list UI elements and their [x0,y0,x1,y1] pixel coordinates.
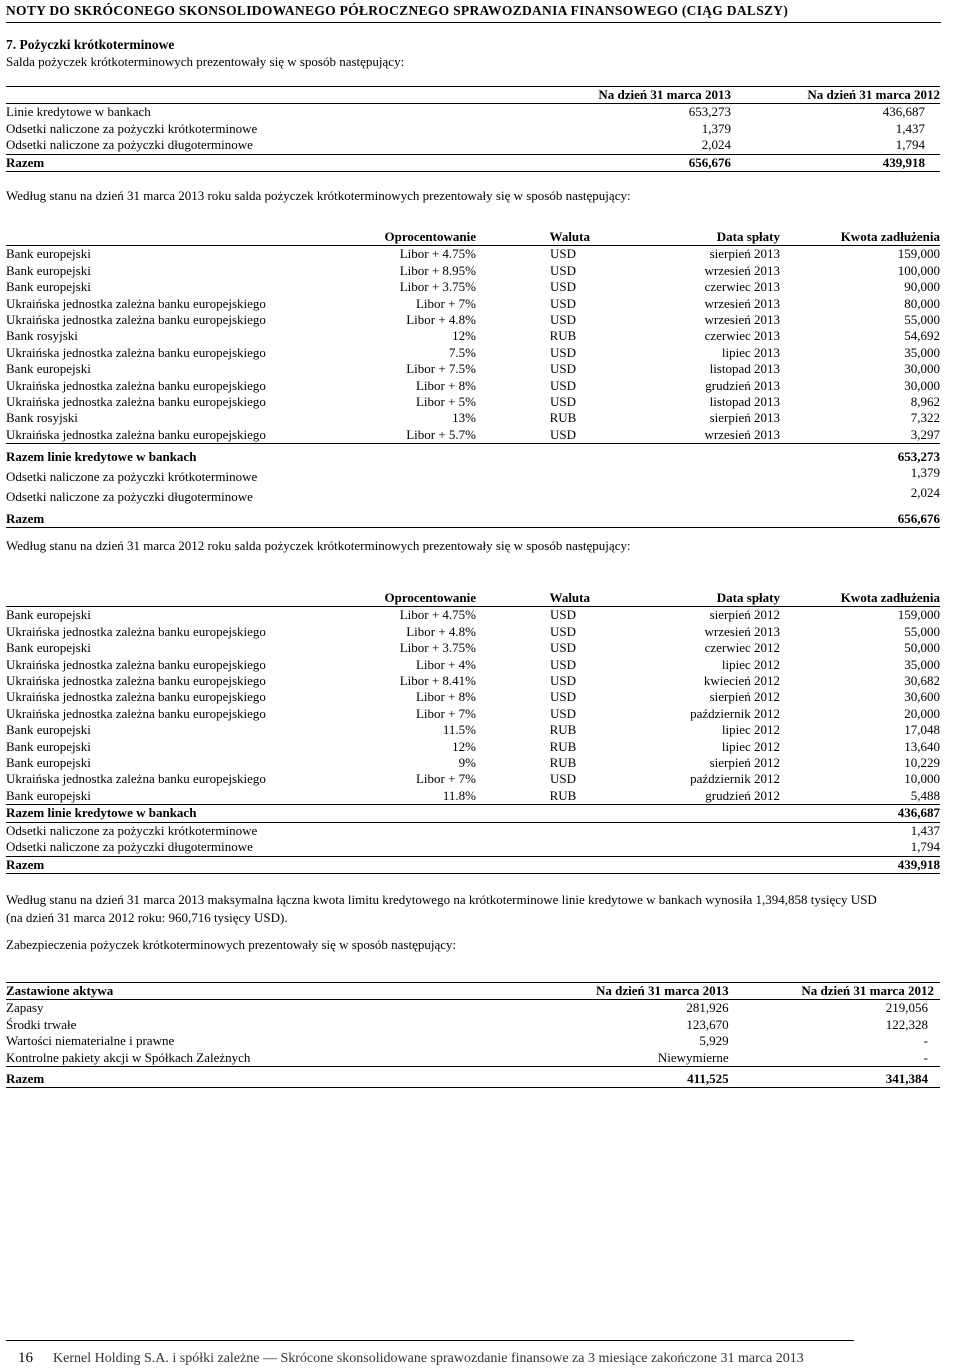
cell-amount: 8,962 [910,394,940,410]
cell-due-date: grudzień 2012 [590,788,780,805]
total-value: 656,676 [780,505,940,528]
total-value: 341,384 [729,1067,940,1088]
total-row [6,505,940,528]
cell-interest: Libor + 5.7% [306,427,476,444]
table-row [6,246,940,263]
loans-2012-table [6,590,940,874]
row-label: Odsetki naliczone za pożyczki długoterminowe [6,488,253,504]
header-2012: Na dzień 31 marca 2012 [729,983,940,1000]
subtotal-label: Razem linie kredytowe w bankach [6,805,780,822]
total-label: Razem [6,856,780,873]
table-row [6,607,940,624]
header-assets: Zastawione aktywa [6,983,519,1000]
cell-currency: RUB [549,755,577,771]
section-title: 7. Pożyczki krótkoterminowe [6,37,175,52]
table-row [6,394,940,410]
cell-interest: Libor + 4% [415,656,476,672]
cell-lender: Ukraińska jednostka zależna banku europejskiego [6,673,266,689]
cell-lender: Ukraińska jednostka zależna banku europejskiego [6,623,266,639]
cell-lender: Bank europejski [6,607,91,623]
cell-due-date: listopad 2013 [709,361,780,377]
cell-amount: 55,000 [904,312,940,328]
cell-currency: RUB [549,722,577,738]
cell-due-date: czerwiec 2013 [704,279,780,295]
cell-amount: 30,000 [904,377,940,393]
cell-value-2012: - [729,1050,940,1067]
header-amount: Kwota zadłużenia [780,229,940,246]
table-row [6,706,940,722]
cell-amount: 20,000 [904,705,940,721]
cell-currency: USD [549,246,576,262]
cell-interest: 12% [452,328,476,344]
total-value: 439,918 [780,856,940,873]
cell-value-2013: 281,926 [686,1000,729,1016]
value-2012: 1,794 [731,137,940,154]
cell-value-2012: 122,328 [885,1016,928,1032]
cell-lender: Bank europejski [6,246,91,262]
cell-due-date: czerwiec 2012 [704,640,780,656]
cell-value-2013: 5,929 [699,1033,729,1049]
cell-amount: 159,000 [897,607,940,623]
table-row [6,427,940,444]
cell-lender: Ukraińska jednostka zależna banku europejskiego [6,705,266,721]
cell-due-date: lipiec 2013 [721,344,780,360]
cell-lender: Ukraińska jednostka zależna banku europejskiego [6,771,266,787]
summary-header-2012: Na dzień 31 marca 2012 [731,87,940,104]
cell-lender: Ukraińska jednostka zależna banku europejskiego [6,377,266,393]
total-2012: 439,918 [731,154,940,171]
cell-currency: USD [549,656,576,672]
cell-amount: 54,692 [904,328,940,344]
cell-lender: Bank rosyjski [6,410,78,426]
paragraph-limit: Według stanu na dzień 31 marca 2013 maksymalna łączna kwota limitu kredytowego na krótkoterminowe linie kredytowe w bankach wynosiła 1,394,858 tysięcy USD [6,892,877,907]
table-row [6,137,940,154]
cell-asset: Kontrolne pakiety akcji w Spółkach Zależnych [6,1050,519,1067]
cell-due-date: kwiecień 2012 [703,673,780,689]
cell-due-date: wrzesień 2013 [704,623,780,639]
cell-lender: Ukraińska jednostka zależna banku europejskiego [6,344,266,360]
cell-amount: 159,000 [897,246,940,262]
cell-amount: 30,000 [904,361,940,377]
cell-due-date: październik 2012 [690,771,780,787]
table-row [6,739,940,755]
subtotal-value: 653,273 [897,448,940,464]
row-label: Odsetki naliczone za pożyczki długoterminowe [6,137,526,154]
cell-lender: Bank europejski [6,361,91,377]
page-number: 16 [18,1350,33,1366]
cell-currency: USD [549,689,576,705]
table-row [6,312,940,328]
table-row [6,279,940,295]
loans-2013-table [6,229,940,528]
interest-row [6,465,940,485]
table-row [6,328,940,344]
cell-currency: USD [549,394,576,410]
cell-currency: USD [549,623,576,639]
header-interest: Oprocentowanie [306,229,476,246]
value-2013: 653,273 [688,104,731,120]
cell-currency: RUB [549,738,577,754]
cell-currency: USD [549,361,576,377]
total-row [6,1067,940,1088]
cell-due-date: sierpień 2012 [709,689,780,705]
row-value: 1,379 [910,465,940,481]
row-value: 1,794 [780,839,940,856]
cell-currency: USD [549,279,576,295]
paragraph-limit-2: (na dzień 31 marca 2012 roku: 960,716 tysięcy USD). [6,910,288,925]
table-row [6,1033,940,1049]
total-label: Razem [6,154,526,171]
cell-interest: Libor + 3.75% [399,279,476,295]
loans-2012-header-row [6,590,940,607]
cell-interest: Libor + 7% [415,295,476,311]
page-header: NOTY DO SKRÓCONEGO SKONSOLIDOWANEGO PÓŁROCZNEGO SPRAWOZDANIA FINANSOWEGO (CIĄG DALSZY) [6,3,941,23]
row-label: Odsetki naliczone za pożyczki krótkoterminowe [6,822,258,838]
cell-currency: USD [549,344,576,360]
cell-due-date: listopad 2013 [709,394,780,410]
cell-amount: 7,322 [910,410,940,426]
cell-interest: 12% [452,738,476,754]
security-header-row [6,983,940,1000]
cell-currency: USD [476,427,590,444]
header-due-date: Data spłaty [590,590,780,607]
cell-currency: USD [549,377,576,393]
value-2013: 1,379 [701,120,731,136]
cell-currency: USD [549,607,576,623]
interest-row [6,822,940,839]
table-row [6,296,940,312]
total-2013: 656,676 [526,154,731,171]
cell-currency: USD [549,705,576,721]
subtotal-label: Razem linie kredytowe w bankach [6,448,197,464]
cell-due-date: wrzesień 2013 [704,262,780,278]
cell-lender: Bank europejski [6,279,91,295]
cell-amount: 80,000 [904,295,940,311]
header-due-date: Data spłaty [590,229,780,246]
table-row [6,673,940,689]
paragraph-2013: Według stanu na dzień 31 marca 2013 roku salda pożyczek krótkoterminowych prezentowały się w sposób następujący: [6,188,631,203]
cell-due-date: wrzesień 2013 [704,295,780,311]
interest-row [6,839,940,856]
cell-amount: 35,000 [904,344,940,360]
header-currency: Waluta [476,229,590,246]
cell-amount: 35,000 [904,656,940,672]
cell-interest: 13% [452,410,476,426]
cell-lender: Ukraińska jednostka zależna banku europejskiego [6,427,306,444]
cell-due-date: lipiec 2012 [721,738,780,754]
cell-currency: USD [549,262,576,278]
cell-asset: Środki trwałe [6,1016,77,1032]
cell-interest: Libor + 4.8% [406,312,476,328]
cell-interest: Libor + 4.8% [406,623,476,639]
cell-interest: Libor + 5% [415,394,476,410]
cell-amount: 30,600 [904,689,940,705]
table-row [6,345,940,361]
cell-amount: 17,048 [904,722,940,738]
cell-lender: Ukraińska jednostka zależna banku europejskiego [6,689,266,705]
security-table [6,982,940,1088]
footer-divider [6,1340,854,1341]
cell-currency: USD [549,295,576,311]
cell-currency: USD [549,673,576,689]
cell-lender: Bank europejski [6,755,91,771]
header-interest: Oprocentowanie [306,590,476,607]
cell-interest: Libor + 4.75% [399,246,476,262]
cell-amount: 5,488 [780,788,940,805]
value-2013: 2,024 [526,137,731,154]
page-footer [18,1350,804,1367]
cell-interest: Libor + 8% [415,377,476,393]
row-label: Odsetki naliczone za pożyczki krótkoterminowe [6,468,258,484]
loans-2013-header-row [6,229,940,246]
table-row [6,624,940,640]
cell-lender: Ukraińska jednostka zależna banku europejskiego [6,312,266,328]
table-row [6,640,940,656]
cell-amount: 13,640 [904,738,940,754]
cell-currency: RUB [549,410,577,426]
row-label: Odsetki naliczone za pożyczki długoterminowe [6,839,780,856]
cell-due-date: grudzień 2013 [705,377,780,393]
cell-lender: Bank europejski [6,640,91,656]
summary-table [6,86,940,172]
intro-text: Salda pożyczek krótkoterminowych prezentowały się w sposób następujący: [6,54,405,69]
cell-lender: Ukraińska jednostka zależna banku europejskiego [6,656,266,672]
total-row [6,856,940,873]
cell-due-date: sierpień 2012 [709,755,780,771]
table-row [6,788,940,805]
cell-due-date: sierpień 2012 [709,607,780,623]
cell-interest: Libor + 7% [415,705,476,721]
table-row [6,722,940,738]
table-row [6,361,940,377]
subtotal-row [6,444,940,466]
cell-currency: USD [549,771,576,787]
table-row [6,410,940,426]
row-label: Odsetki naliczone za pożyczki krótkoterminowe [6,120,258,136]
cell-interest: Libor + 8.41% [399,673,476,689]
subtotal-value: 436,687 [780,805,940,822]
cell-interest: Libor + 8.95% [399,262,476,278]
total-label: Razem [6,505,780,528]
cell-lender: Bank europejski [6,722,91,738]
table-row [6,121,940,137]
table-row [6,657,940,673]
cell-interest: Libor + 7.5% [406,361,476,377]
cell-amount: 3,297 [780,427,940,444]
cell-due-date: lipiec 2012 [721,722,780,738]
cell-interest: 7.5% [448,344,476,360]
cell-amount: 90,000 [904,279,940,295]
cell-interest: Libor + 7% [415,771,476,787]
cell-interest: 11.8% [306,788,476,805]
table-row [6,689,940,705]
cell-lender: Bank europejski [6,738,91,754]
row-value: 1,437 [910,822,940,838]
cell-interest: 9% [458,755,476,771]
cell-due-date: czerwiec 2013 [704,328,780,344]
cell-lender: Bank europejski [6,262,91,278]
cell-lender: Bank europejski [6,788,306,805]
cell-value-2012: 219,056 [885,1000,928,1016]
cell-value-2012: - [923,1033,928,1049]
cell-lender: Ukraińska jednostka zależna banku europejskiego [6,295,266,311]
cell-lender: Bank rosyjski [6,328,78,344]
cell-amount: 55,000 [904,623,940,639]
cell-due-date: październik 2012 [690,705,780,721]
cell-currency: USD [549,312,576,328]
cell-interest: Libor + 3.75% [399,640,476,656]
cell-lender: Ukraińska jednostka zależna banku europejskiego [6,394,266,410]
header-2013: Na dzień 31 marca 2013 [519,983,728,1000]
cell-asset: Zapasy [6,1000,44,1016]
cell-value-2013: Niewymierne [519,1050,728,1067]
cell-value-2013: 123,670 [686,1016,729,1032]
paragraph-2012: Według stanu na dzień 31 marca 2012 roku salda pożyczek krótkoterminowych prezentowały się w sposób następujący: [6,538,631,553]
value-2012: 1,437 [895,120,925,136]
cell-amount: 30,682 [904,673,940,689]
interest-row [6,485,940,505]
cell-due-date: sierpień 2013 [709,410,780,426]
summary-header-2013: Na dzień 31 marca 2013 [526,87,731,104]
footer-text: Kernel Holding S.A. i spółki zależne — Skrócone skonsolidowane sprawozdanie finansowe za 3 miesiące zakończone 31 marca 2013 [53,1351,804,1366]
cell-currency: USD [549,640,576,656]
value-2012: 436,687 [882,104,925,120]
cell-amount: 10,229 [904,755,940,771]
table-row [6,1000,940,1017]
cell-interest: Libor + 4.75% [399,607,476,623]
row-value: 2,024 [910,485,940,501]
row-label: Linie kredytowe w bankach [6,104,151,120]
cell-due-date: sierpień 2013 [709,246,780,262]
cell-amount: 50,000 [904,640,940,656]
cell-interest: Libor + 8% [415,689,476,705]
cell-asset: Wartości niematerialne i prawne [6,1033,175,1049]
cell-currency: RUB [549,328,577,344]
cell-due-date: lipiec 2012 [721,656,780,672]
total-value: 411,525 [519,1067,728,1088]
subtotal-row [6,805,940,822]
table-row [6,771,940,787]
summary-header-row [6,87,940,104]
paragraph-security: Zabezpieczenia pożyczek krótkoterminowych prezentowały się w sposób następujący: [6,937,457,952]
cell-amount: 100,000 [897,262,940,278]
table-row [6,104,940,121]
summary-total-row [6,154,940,171]
table-row [6,378,940,394]
table-row [6,1017,940,1033]
table-row [6,755,940,771]
header-amount: Kwota zadłużenia [780,590,940,607]
cell-currency: RUB [476,788,590,805]
cell-due-date: wrzesień 2013 [704,312,780,328]
table-row [6,1050,940,1067]
cell-due-date: wrzesień 2013 [590,427,780,444]
cell-amount: 10,000 [904,771,940,787]
cell-interest: 11.5% [442,722,476,738]
header-currency: Waluta [476,590,590,607]
table-row [6,263,940,279]
total-label: Razem [6,1067,519,1088]
